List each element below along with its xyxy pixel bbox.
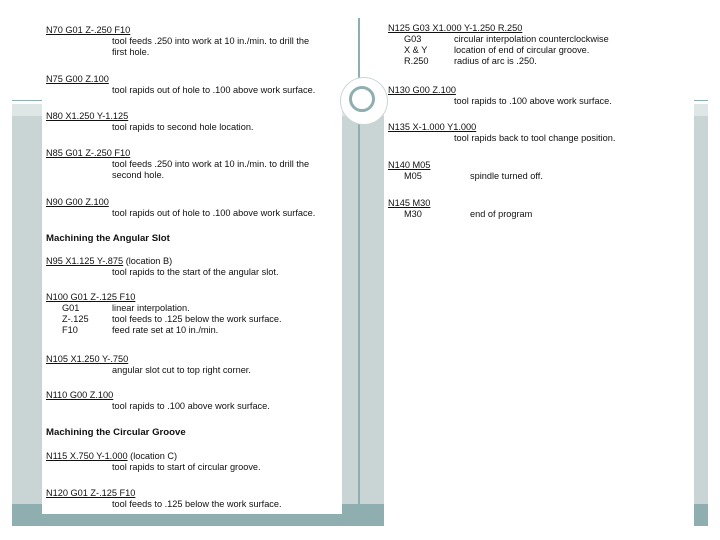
param-value: circular interpolation counterclockwise: [454, 34, 609, 44]
block-n120: [46, 488, 338, 510]
description: tool rapids to .100 above work surface.: [454, 96, 612, 106]
param-key: M30: [404, 209, 422, 219]
description: tool rapids out of hole to .100 above work surface.: [112, 85, 316, 95]
param-key: F10: [62, 325, 78, 335]
block-n90: [46, 197, 338, 219]
code-line: N80 X1.250 Y-1.125: [46, 111, 129, 121]
code-line: N100 G01 Z-.125 F10: [46, 292, 136, 302]
description: tool feeds .250 into work at 10 in./min. to drill the: [112, 159, 310, 169]
param-value: radius of arc is .250.: [454, 56, 537, 66]
section-heading-angular-slot: [46, 233, 338, 244]
param-row: [46, 314, 338, 325]
block-n110: [46, 390, 338, 412]
block-n115: [46, 451, 338, 473]
code-line: N125 G03 X1.000 Y-1.250 R.250: [388, 23, 523, 33]
block-n105: [46, 354, 338, 376]
block-n100: [46, 292, 338, 336]
param-value: location of end of circular groove.: [454, 45, 590, 55]
block-n145: [388, 198, 690, 220]
block-n140: [388, 160, 690, 182]
block-n125: [388, 23, 690, 67]
block-n135: [388, 122, 690, 144]
description: tool rapids to second hole location.: [112, 122, 254, 132]
code-line: N130 G00 Z.100: [388, 85, 456, 95]
code-line: N90 G00 Z.100: [46, 197, 109, 207]
code-line: N135 X-1.000 Y1.000: [388, 122, 477, 132]
code-row: [46, 451, 177, 461]
section-heading: Machining the Circular Groove: [46, 427, 186, 438]
param-row: [388, 171, 690, 182]
description: first hole.: [112, 47, 150, 57]
param-value: end of program: [470, 209, 533, 219]
param-key: Z-.125: [62, 314, 89, 324]
block-n80: [46, 111, 338, 133]
param-row: [388, 45, 690, 56]
param-key: R.250: [404, 56, 429, 66]
param-row: [388, 56, 690, 67]
param-row: [388, 34, 690, 45]
code-suffix: (location B): [123, 256, 173, 266]
description: angular slot cut to top right corner.: [112, 365, 251, 375]
code-line: N95 X1.125 Y-.875: [46, 256, 124, 266]
code-line: N140 M05: [388, 160, 431, 170]
param-key: M05: [404, 171, 422, 181]
description: tool feeds to .125 below the work surface.: [112, 499, 282, 509]
right-page: [384, 18, 694, 526]
block-n95: [46, 256, 338, 278]
code-line: N85 G01 Z-.250 F10: [46, 148, 131, 158]
param-key: G03: [404, 34, 422, 44]
block-n75: [46, 74, 338, 96]
param-key: X & Y: [404, 45, 428, 55]
code-line: N120 G01 Z-.125 F10: [46, 488, 136, 498]
code-line: N110 G00 Z.100: [46, 390, 114, 400]
left-page: [42, 18, 342, 514]
description: tool rapids to .100 above work surface.: [112, 401, 270, 411]
code-line: N115 X.750 Y-1.000: [46, 451, 128, 461]
circle-ring: [349, 86, 375, 112]
description: tool rapids to start of circular groove.: [112, 462, 261, 472]
description: tool rapids to the start of the angular slot.: [112, 267, 279, 277]
description: tool feeds .250 into work at 10 in./min. to drill the: [112, 36, 310, 46]
description: second hole.: [112, 170, 165, 180]
code-line: N75 G00 Z.100: [46, 74, 109, 84]
code-line: N145 M30: [388, 198, 431, 208]
param-value: tool feeds to .125 below the work surface.: [112, 314, 282, 324]
code-row: [46, 256, 172, 266]
code-line: N105 X1.250 Y-.750: [46, 354, 129, 364]
param-value: spindle turned off.: [470, 171, 543, 181]
description: tool rapids out of hole to .100 above work surface.: [112, 208, 316, 218]
section-heading-circular-groove: [46, 427, 338, 438]
code-suffix: (location C): [127, 451, 178, 461]
section-heading: Machining the Angular Slot: [46, 233, 170, 244]
block-n130: [388, 85, 690, 107]
param-row: [46, 325, 338, 336]
param-row: [46, 303, 338, 314]
param-value: linear interpolation.: [112, 303, 190, 313]
circle-ornament-icon: [341, 78, 387, 124]
code-line: N70 G01 Z-.250 F10: [46, 25, 131, 35]
block-n70: [46, 25, 338, 58]
param-value: feed rate set at 10 in./min.: [112, 325, 219, 335]
param-key: G01: [62, 303, 80, 313]
description: tool rapids back to tool change position.: [454, 133, 616, 143]
block-n85: [46, 148, 338, 181]
param-row: [388, 209, 690, 220]
